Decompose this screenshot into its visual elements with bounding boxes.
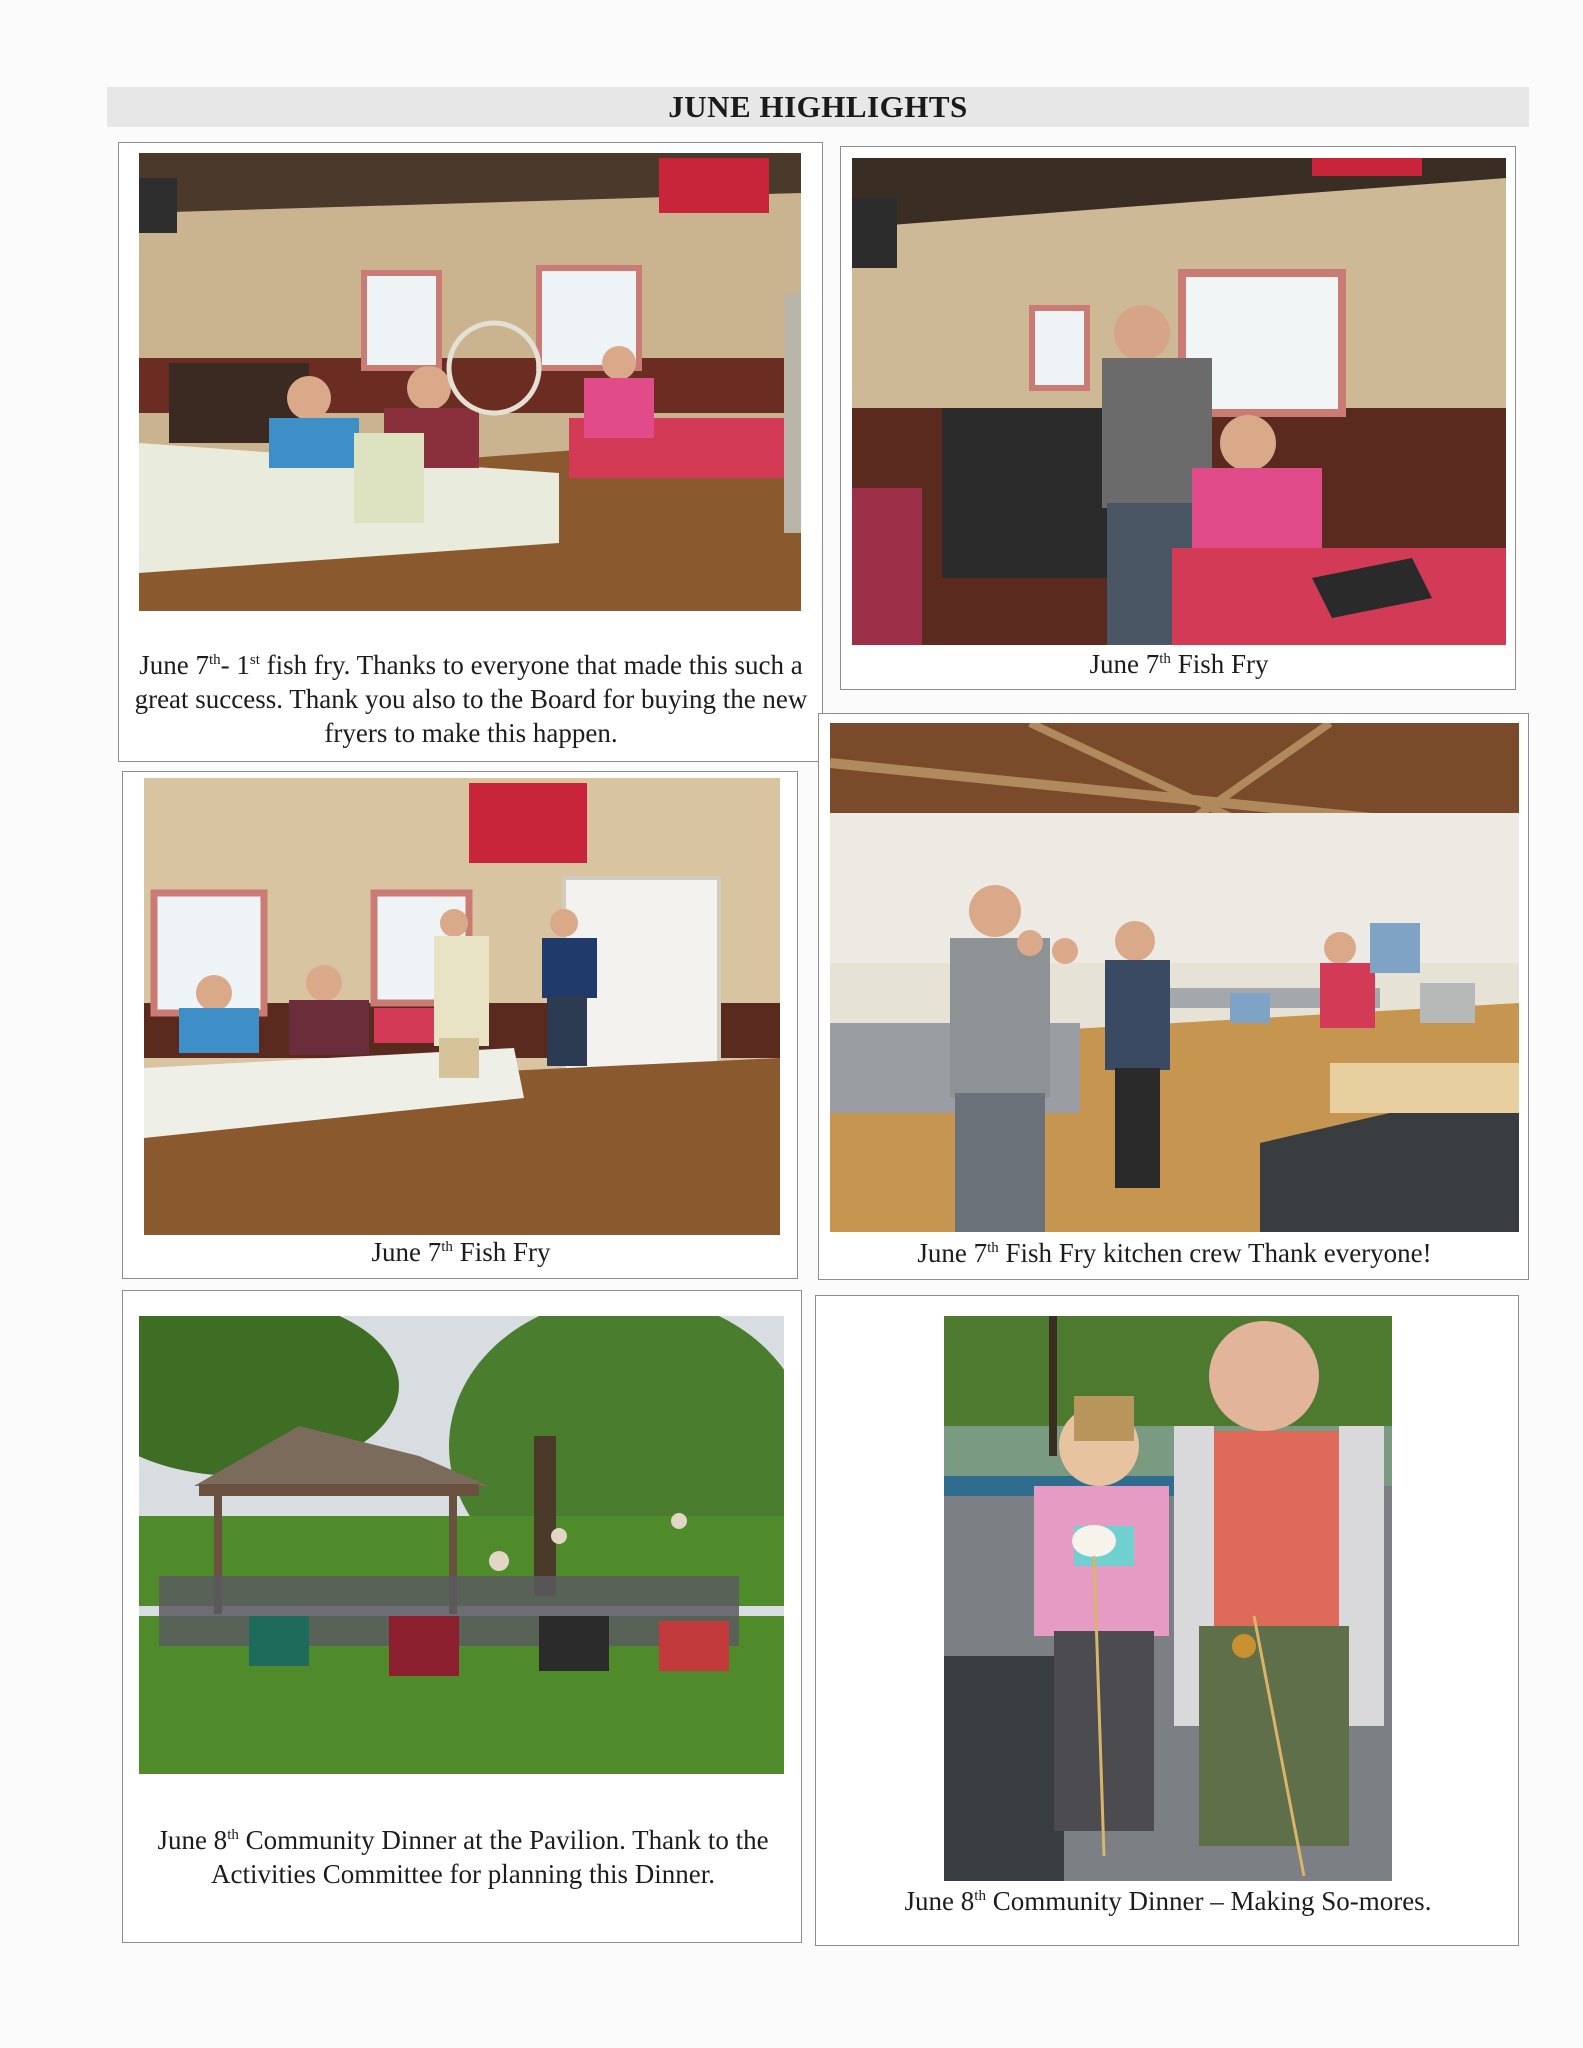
caption-fish-fry-thanks: June 7th- 1st fish fry. Thanks to everyone that made this such a great success. Thank you also to the Board for buying the new fryers to make this happen. xyxy=(134,650,808,748)
caption-kitchen-crew: June 7th Fish Fry kitchen crew Thank everyone! xyxy=(917,1238,1432,1268)
photo-making-somores xyxy=(944,1316,1392,1881)
photo-fish-fry-cashier-table xyxy=(852,158,1506,645)
caption-pavilion-dinner: June 8th Community Dinner at the Pavilion. Thank to the Activities Committee for planning this Dinner. xyxy=(157,1825,769,1889)
photo-pavilion-dinner xyxy=(139,1316,784,1774)
photo-fish-fry-dining-room xyxy=(139,153,801,611)
caption-making-somores: June 8th Community Dinner – Making So-mores. xyxy=(904,1886,1432,1916)
photo-panel-pavilion-dinner xyxy=(122,1290,802,1943)
photo-panel-somores xyxy=(815,1295,1519,1946)
caption-fish-fry-3: June 7th Fish Fry xyxy=(371,1237,551,1267)
photo-panel-fish-fry-tables xyxy=(118,142,823,762)
photo-panel-fish-fry-room xyxy=(122,771,798,1279)
page-title: JUNE HIGHLIGHTS xyxy=(668,89,968,124)
photo-kitchen-crew xyxy=(830,723,1519,1232)
caption-fish-fry-2: June 7th Fish Fry xyxy=(1089,649,1269,679)
photo-panel-kitchen-crew xyxy=(818,713,1529,1280)
photo-fish-fry-room-wide xyxy=(144,778,780,1235)
photo-panel-fish-fry-cashier xyxy=(840,146,1516,690)
